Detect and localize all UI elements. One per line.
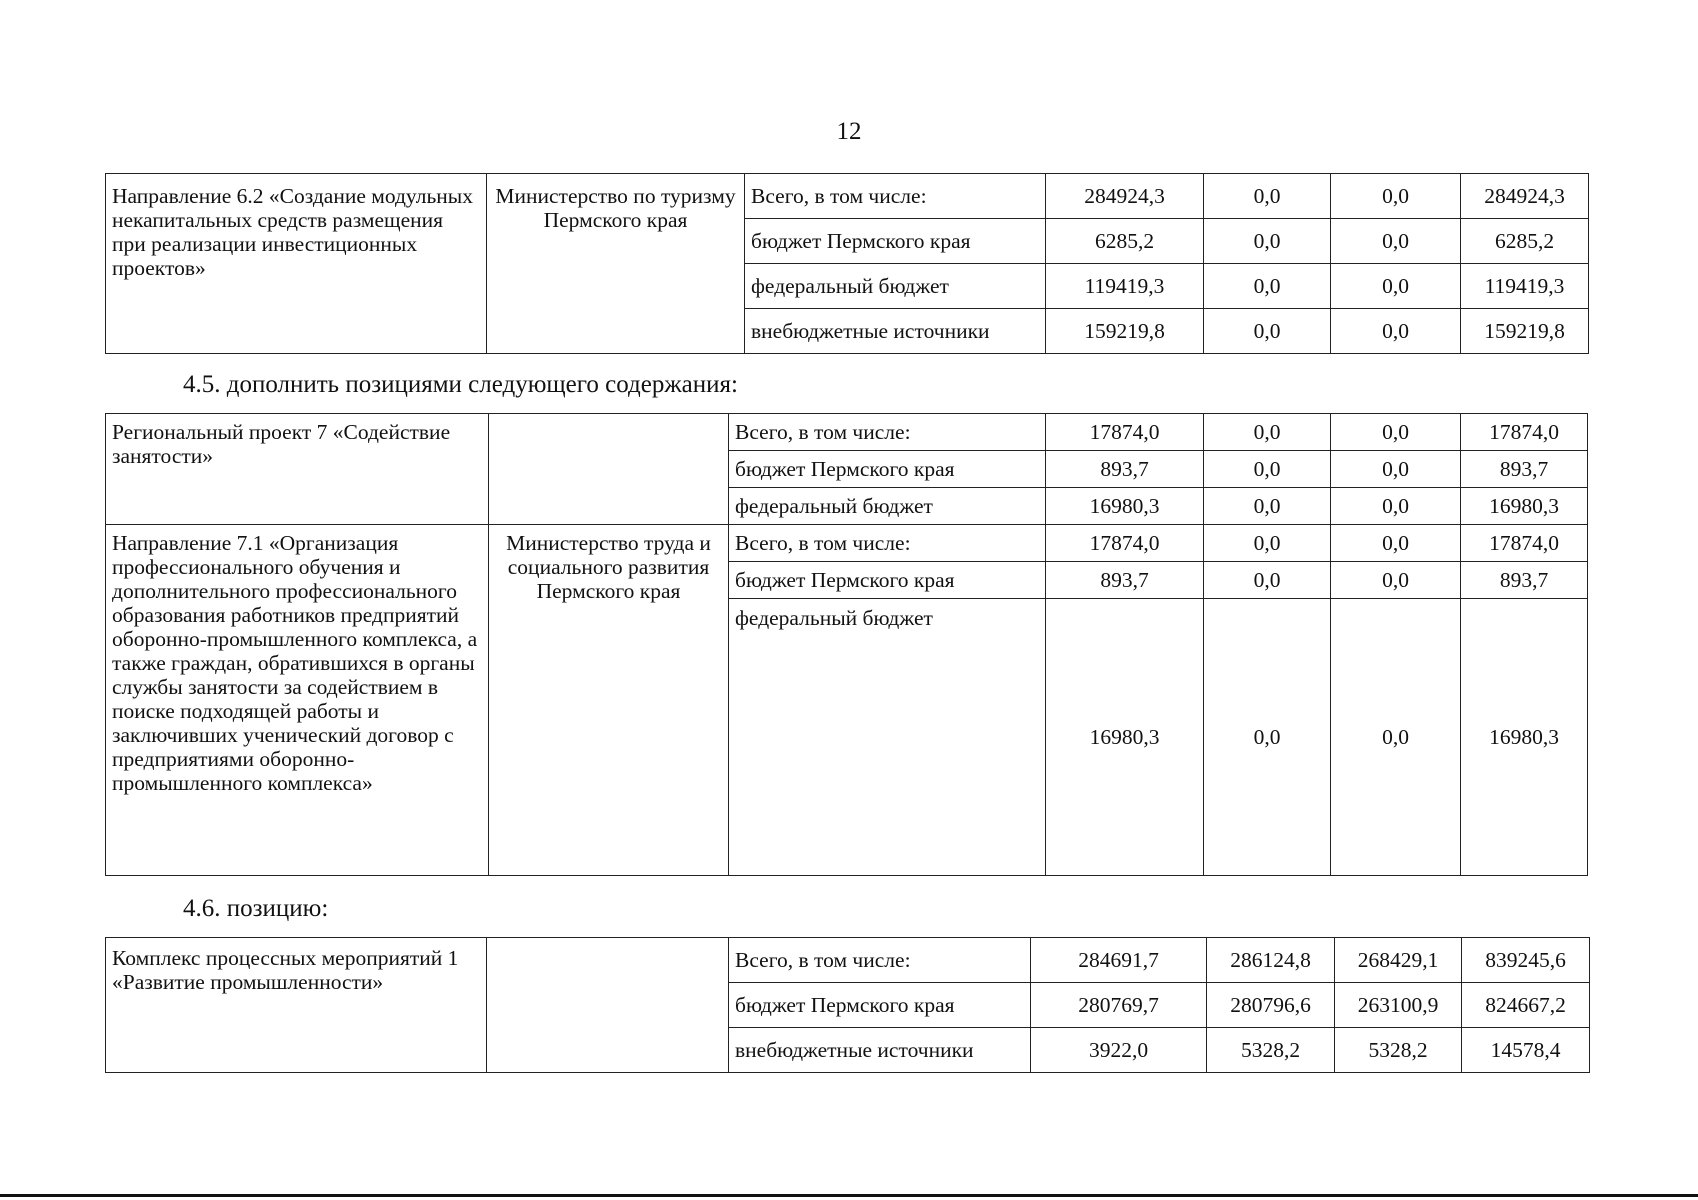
value-cell: 17874,0	[1046, 525, 1204, 562]
value-cell: 0,0	[1204, 174, 1331, 219]
value-cell: 0,0	[1331, 451, 1461, 488]
value-cell: 3922,0	[1031, 1028, 1207, 1073]
table-row	[106, 174, 1589, 219]
table-row	[106, 414, 1588, 451]
position-name: Направление 7.1 «Организация профессионального обучения и дополнительного профессионального образования работников предприятий оборонно-промышленного комплекса, а также граждан, обратившихся в органы службы занятости за содействием в поиске подходящей работы и заключивших ученический договор с предприятиями оборонно-промышленного комплекса»	[106, 525, 489, 876]
value-cell: 119419,3	[1461, 264, 1589, 309]
value-cell: 280796,6	[1207, 983, 1335, 1028]
value-cell: 0,0	[1331, 309, 1461, 354]
value-cell: 0,0	[1204, 414, 1331, 451]
funding-source: бюджет Пермского края	[729, 562, 1046, 599]
value-cell: 0,0	[1331, 219, 1461, 264]
value-cell: 893,7	[1046, 562, 1204, 599]
value-cell: 0,0	[1331, 562, 1461, 599]
value-cell: 263100,9	[1335, 983, 1462, 1028]
table-row	[106, 938, 1590, 983]
funding-source: Всего, в том числе:	[729, 525, 1046, 562]
funding-source: бюджет Пермского края	[729, 451, 1046, 488]
value-cell: 839245,6	[1462, 938, 1590, 983]
funding-source: федеральный бюджет	[745, 264, 1046, 309]
responsible-executor	[487, 938, 729, 1073]
funding-source: бюджет Пермского края	[745, 219, 1046, 264]
value-cell: 0,0	[1331, 525, 1461, 562]
funding-source: внебюджетные источники	[729, 1028, 1031, 1073]
value-cell: 6285,2	[1046, 219, 1204, 264]
responsible-executor	[489, 414, 729, 525]
funding-source: Всего, в том числе:	[729, 414, 1046, 451]
value-cell: 17874,0	[1461, 525, 1588, 562]
value-cell: 893,7	[1046, 451, 1204, 488]
value-cell: 0,0	[1204, 309, 1331, 354]
page-bottom-edge	[0, 1194, 1698, 1197]
table-row	[106, 525, 1588, 562]
value-cell: 284691,7	[1031, 938, 1207, 983]
value-cell: 0,0	[1204, 219, 1331, 264]
value-cell: 893,7	[1461, 562, 1588, 599]
page-number: 12	[836, 118, 862, 145]
funding-source: федеральный бюджет	[729, 488, 1046, 525]
value-cell: 0,0	[1204, 451, 1331, 488]
funding-source: бюджет Пермского края	[729, 983, 1031, 1028]
value-cell: 0,0	[1204, 599, 1331, 876]
value-cell: 119419,3	[1046, 264, 1204, 309]
responsible-executor: Министерство по туризму Пермского края	[487, 174, 745, 354]
position-name: Региональный проект 7 «Содействие занятости»	[106, 414, 489, 525]
value-cell: 0,0	[1204, 264, 1331, 309]
funding-source: Всего, в том числе:	[745, 174, 1046, 219]
value-cell: 0,0	[1204, 562, 1331, 599]
value-cell: 0,0	[1204, 488, 1331, 525]
funding-source: внебюджетные источники	[745, 309, 1046, 354]
table-direction-6-2	[105, 173, 1589, 354]
funding-source: Всего, в том числе:	[729, 938, 1031, 983]
value-cell: 159219,8	[1046, 309, 1204, 354]
value-cell: 16980,3	[1046, 599, 1204, 876]
table-process-complex-1	[105, 937, 1590, 1073]
value-cell: 5328,2	[1335, 1028, 1462, 1073]
value-cell: 17874,0	[1046, 414, 1204, 451]
value-cell: 0,0	[1331, 414, 1461, 451]
value-cell: 0,0	[1331, 599, 1461, 876]
value-cell: 16980,3	[1461, 599, 1588, 876]
responsible-executor: Министерство труда и социального развития Пермского края	[489, 525, 729, 876]
value-cell: 284924,3	[1461, 174, 1589, 219]
value-cell: 893,7	[1461, 451, 1588, 488]
value-cell: 0,0	[1331, 488, 1461, 525]
value-cell: 268429,1	[1335, 938, 1462, 983]
value-cell: 17874,0	[1461, 414, 1588, 451]
funding-source: федеральный бюджет	[729, 599, 1046, 876]
value-cell: 5328,2	[1207, 1028, 1335, 1073]
value-cell: 16980,3	[1461, 488, 1588, 525]
value-cell: 0,0	[1331, 174, 1461, 219]
value-cell: 16980,3	[1046, 488, 1204, 525]
value-cell: 14578,4	[1462, 1028, 1590, 1073]
value-cell: 824667,2	[1462, 983, 1590, 1028]
position-name: Направление 6.2 «Создание модульных некапитальных средств размещения при реализации инвестиционных проектов»	[106, 174, 487, 354]
table-regional-project-7	[105, 413, 1588, 876]
value-cell: 286124,8	[1207, 938, 1335, 983]
value-cell: 159219,8	[1461, 309, 1589, 354]
value-cell: 284924,3	[1046, 174, 1204, 219]
value-cell: 6285,2	[1461, 219, 1589, 264]
section-heading-4-5: 4.5. дополнить позициями следующего содержания:	[183, 371, 738, 398]
value-cell: 280769,7	[1031, 983, 1207, 1028]
position-name: Комплекс процессных мероприятий 1 «Развитие промышленности»	[106, 938, 487, 1073]
section-heading-4-6: 4.6. позицию:	[183, 895, 329, 922]
value-cell: 0,0	[1331, 264, 1461, 309]
value-cell: 0,0	[1204, 525, 1331, 562]
